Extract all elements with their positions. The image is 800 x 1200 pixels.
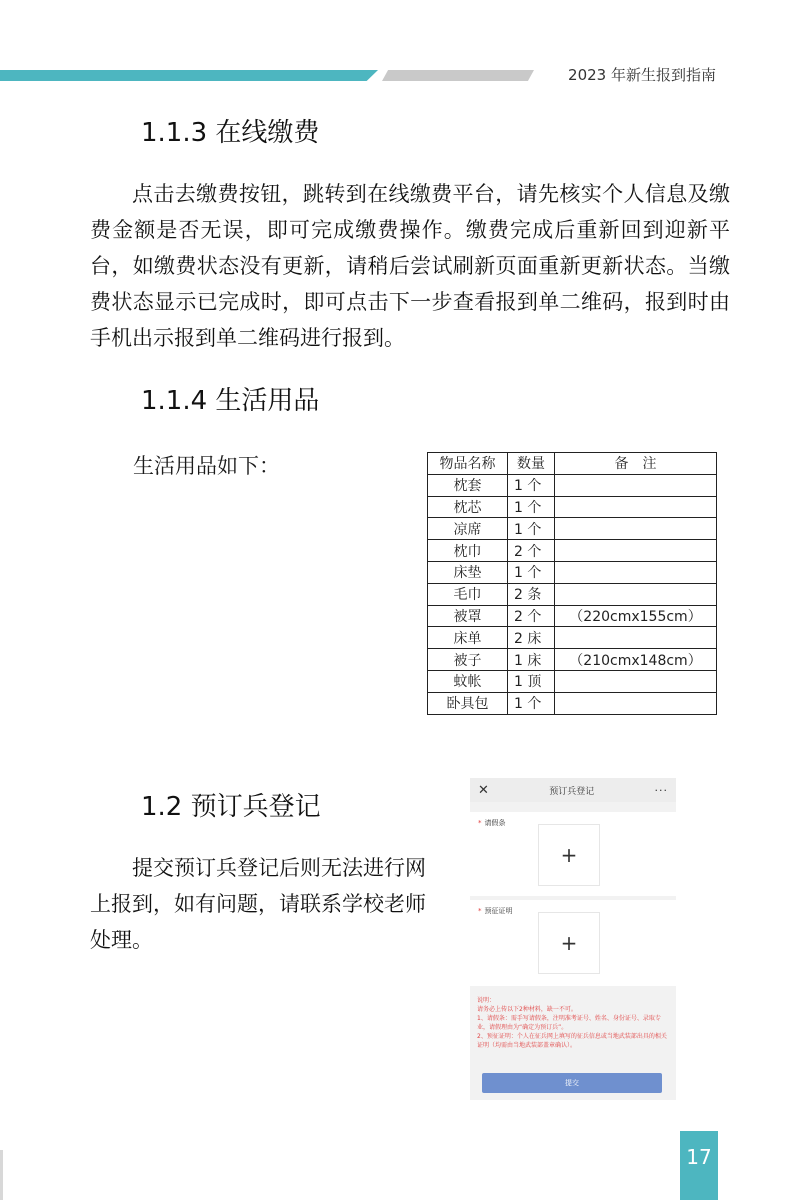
leave-note-upload-button[interactable] bbox=[538, 824, 600, 886]
item-name: 毛巾 bbox=[428, 583, 508, 605]
items-header-name: 物品名称 bbox=[428, 453, 508, 475]
items-header-note: 备 注 bbox=[555, 453, 717, 475]
item-name: 被罩 bbox=[428, 605, 508, 627]
item-name: 被子 bbox=[428, 649, 508, 671]
more-icon[interactable]: ··· bbox=[654, 783, 668, 797]
section-heading-daily-items: 1.1.4 生活用品 bbox=[141, 386, 320, 416]
item-qty: 2 床 bbox=[508, 627, 555, 649]
table-row bbox=[428, 561, 717, 583]
plus-icon: + bbox=[560, 931, 578, 955]
table-row bbox=[428, 692, 717, 714]
items-table-header-row bbox=[428, 453, 717, 475]
table-row bbox=[428, 540, 717, 562]
item-qty: 2 个 bbox=[508, 605, 555, 627]
item-qty: 1 个 bbox=[508, 561, 555, 583]
phone-title: 预订兵登记 bbox=[549, 786, 595, 797]
table-row bbox=[428, 649, 717, 671]
conscription-proof-field bbox=[470, 900, 676, 986]
item-note bbox=[555, 692, 717, 714]
item-qty: 1 个 bbox=[508, 496, 555, 518]
item-qty: 1 个 bbox=[508, 692, 555, 714]
table-row bbox=[428, 583, 717, 605]
section-text-reserve-soldier: 提交预订兵登记后则无法进行网上报到，如有问题，请联系学校老师处理。 bbox=[90, 856, 426, 952]
leave-note-label: 请假条 bbox=[484, 819, 506, 827]
item-qty: 2 条 bbox=[508, 583, 555, 605]
corner-mark bbox=[0, 1150, 3, 1200]
items-table bbox=[427, 452, 717, 715]
phone-instructions: 说明： 请务必上传以下2种材料，缺一不可。 1、请假条：需手写请假条，注明准考证号、姓名、身份证号、录取专业，请假理由为“确定为预订兵”。 2、预征证明：个人在征兵网上填写的征兵信息或当地武装部出具的相关证明（均需由当地武装部盖章确认）。 bbox=[477, 997, 667, 1049]
item-name: 凉席 bbox=[428, 518, 508, 540]
item-note: （220cmx155cm） bbox=[555, 605, 717, 627]
phone-title-bar bbox=[470, 778, 676, 802]
item-note bbox=[555, 496, 717, 518]
header-bar-teal bbox=[0, 70, 378, 81]
item-note bbox=[555, 474, 717, 496]
conscription-proof-label: 预征证明 bbox=[484, 907, 513, 915]
required-mark: * bbox=[478, 819, 482, 827]
conscription-proof-upload-button[interactable] bbox=[538, 912, 600, 974]
item-qty: 2 个 bbox=[508, 540, 555, 562]
close-icon[interactable]: ✕ bbox=[478, 782, 489, 798]
leave-note-label-wrap bbox=[478, 818, 506, 828]
item-name: 卧具包 bbox=[428, 692, 508, 714]
item-note: （210cmx148cm） bbox=[555, 649, 717, 671]
table-row bbox=[428, 518, 717, 540]
phone-screenshot bbox=[470, 778, 676, 1100]
table-row bbox=[428, 670, 717, 692]
table-row bbox=[428, 605, 717, 627]
section-text-daily-items: 生活用品如下： bbox=[133, 454, 280, 478]
plus-icon: + bbox=[560, 843, 578, 867]
item-name: 床垫 bbox=[428, 561, 508, 583]
item-note bbox=[555, 540, 717, 562]
item-name: 床单 bbox=[428, 627, 508, 649]
section-text-online-payment: 点击去缴费按钮，跳转到在线缴费平台，请先核实个人信息及缴费金额是否无误，即可完成缴费操作。缴费完成后重新回到迎新平台，如缴费状态没有更新，请稍后尝试刷新页面重新更新状态。当缴费状态显示已完成时，即可点击下一步查看报到单二维码，报到时由手机出示报到单二维码进行报到。 bbox=[90, 182, 730, 350]
item-note bbox=[555, 670, 717, 692]
item-qty: 1 顶 bbox=[508, 670, 555, 692]
item-qty: 1 个 bbox=[508, 474, 555, 496]
item-name: 枕套 bbox=[428, 474, 508, 496]
submit-button[interactable]: 提交 bbox=[482, 1073, 662, 1093]
section-heading-online-payment: 1.1.3 在线缴费 bbox=[141, 118, 320, 148]
item-note bbox=[555, 627, 717, 649]
table-row bbox=[428, 496, 717, 518]
header-bar-gray bbox=[382, 70, 534, 81]
header-title: 2023 年新生报到指南 bbox=[568, 66, 716, 84]
item-qty: 1 床 bbox=[508, 649, 555, 671]
item-name: 枕芯 bbox=[428, 496, 508, 518]
required-mark: * bbox=[478, 907, 482, 915]
conscription-proof-label-wrap bbox=[478, 906, 513, 916]
table-row bbox=[428, 474, 717, 496]
leave-note-field bbox=[470, 812, 676, 896]
item-note bbox=[555, 583, 717, 605]
page-number: 17 bbox=[680, 1131, 718, 1200]
table-row bbox=[428, 627, 717, 649]
items-header-qty: 数量 bbox=[508, 453, 555, 475]
item-note bbox=[555, 561, 717, 583]
item-name: 蚊帐 bbox=[428, 670, 508, 692]
item-note bbox=[555, 518, 717, 540]
item-qty: 1 个 bbox=[508, 518, 555, 540]
section-heading-reserve-soldier: 1.2 预订兵登记 bbox=[141, 792, 321, 822]
item-name: 枕巾 bbox=[428, 540, 508, 562]
